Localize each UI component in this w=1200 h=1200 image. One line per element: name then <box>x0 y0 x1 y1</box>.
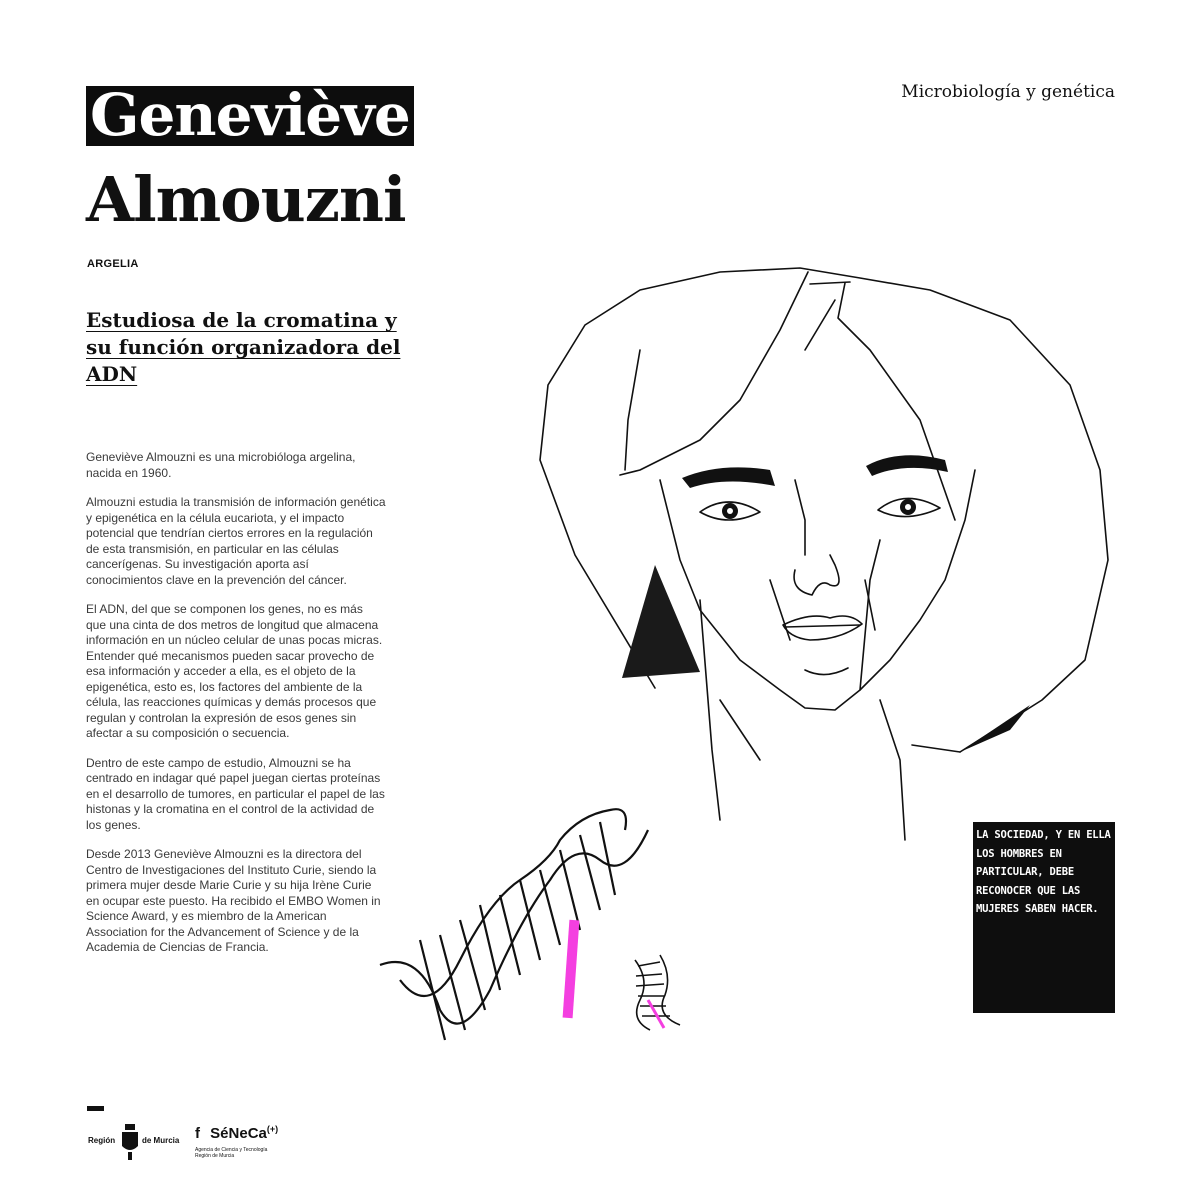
region-logo-left-text: Región <box>88 1136 116 1145</box>
last-name: Almouzni <box>86 163 406 236</box>
dna-accent-bar <box>563 920 580 1018</box>
dna-helix-large <box>380 809 648 1040</box>
country-label: ARGELIA <box>87 258 139 270</box>
first-name: Geneviève <box>86 86 414 146</box>
bio-paragraph: Almouzni estudia la transmisión de información genética y epigenética en la célula eucariota, y el impacto potencial que tendrían ciertos errores en la regulación de esta transmisión, en particular en las células cancerígenas. Su investigación aporta así conocimientos clave en la prevención del cáncer. <box>86 495 386 587</box>
seneca-name: SéNeCa <box>210 1125 267 1142</box>
seneca-sub-line-2: Región de Murcia <box>195 1153 235 1159</box>
seneca-f: f <box>195 1125 200 1142</box>
bio-paragraph: Desde 2013 Geneviève Almouzni es la directora del Centro de Investigaciones del Instituto Curie, siendo la primera mujer desde Marie Curie y su hija Irène Curie en ocupar este puesto. Ha recibido el EMBO Women in Science Award, y es miembro de la American Association for the Advancement of Science y de la Academia de Ciencias de Francia. <box>86 847 381 954</box>
category-label: Microbiología y genética <box>901 82 1115 102</box>
seneca-logo <box>195 1122 305 1162</box>
seneca-sub-line-1: Agencia de Ciencia y Tecnología <box>195 1147 268 1153</box>
headline: Estudiosa de la cromatina y su función organizadora del ADN <box>86 308 401 386</box>
bio-paragraph: Geneviève Almouzni es una microbióloga argelina, nacida en 1960. <box>86 450 356 480</box>
quote-box: LA SOCIEDAD, Y EN ELLA LOS HOMBRES EN PARTICULAR, DEBE RECONOCER QUE LAS MUJERES SABEN HACER. <box>973 822 1115 1013</box>
seneca-subtitle <box>195 1147 267 1159</box>
bio-paragraph: Dentro de este campo de estudio, Almouzni se ha centrado en indagar qué papel juegan ciertas proteínas en el desarrollo de tumores, en particular el papel de las histonas y la cromatina en el control de la actividad de los genes. <box>86 755 385 832</box>
region-de-murcia-logo <box>88 1122 180 1162</box>
footer-dash <box>87 1106 104 1111</box>
region-logo-right-text: de Murcia <box>142 1136 180 1145</box>
coat-of-arms-icon <box>120 1124 140 1160</box>
seneca-plus: (+) <box>266 1124 279 1134</box>
bio-text <box>86 450 386 970</box>
bio-paragraph: El ADN, del que se componen los genes, no es más que una cinta de dos metros de longitud que almacena información en un núcleo celular de unas pocas micras. Entender qué mecanismos pueden sacar provecho de esa información y acceder a ella, es el objeto de la epigenética, esto es, los factores del ambiente de la célula, las reacciones químicas y demás procesos que regulan y controlan la expresión de esos genes sin afectar a su composición o secuencia. <box>86 602 383 740</box>
seneca-wordmark <box>195 1124 278 1142</box>
